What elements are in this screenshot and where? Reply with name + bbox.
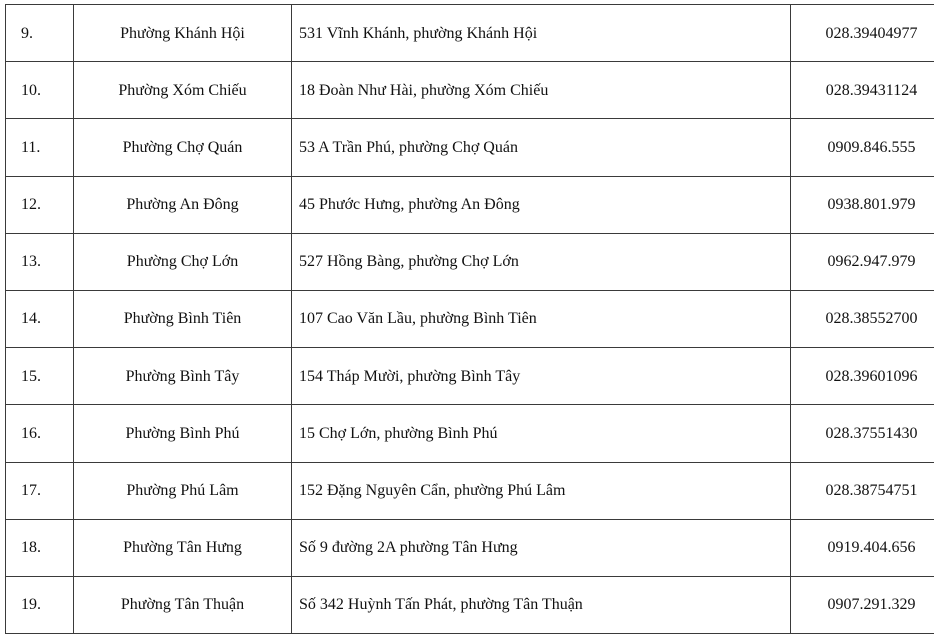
ward-name: Phường Khánh Hội (74, 5, 292, 62)
ward-contact-table (5, 4, 934, 634)
table-row (6, 405, 934, 462)
row-number: 17. (6, 462, 74, 519)
ward-address: Số 342 Huỳnh Tấn Phát, phường Tân Thuận (292, 576, 791, 633)
table-row (6, 576, 934, 633)
ward-address: 531 Vĩnh Khánh, phường Khánh Hội (292, 5, 791, 62)
ward-phone: 0938.801.979 (791, 176, 934, 233)
ward-name: Phường Chợ Lớn (74, 233, 292, 290)
row-number: 11. (6, 119, 74, 176)
ward-name: Phường Tân Thuận (74, 576, 292, 633)
row-number: 16. (6, 405, 74, 462)
table-row (6, 462, 934, 519)
ward-address: 53 A Trần Phú, phường Chợ Quán (292, 119, 791, 176)
ward-phone: 028.37551430 (791, 405, 934, 462)
ward-phone: 0907.291.329 (791, 576, 934, 633)
ward-address: 45 Phước Hưng, phường An Đông (292, 176, 791, 233)
ward-phone: 028.39601096 (791, 348, 934, 405)
table-body (6, 5, 934, 634)
ward-name: Phường Chợ Quán (74, 119, 292, 176)
ward-phone: 028.38754751 (791, 462, 934, 519)
ward-phone: 028.39431124 (791, 62, 934, 119)
table-row (6, 519, 934, 576)
ward-address: 527 Hồng Bàng, phường Chợ Lớn (292, 233, 791, 290)
table-row (6, 348, 934, 405)
ward-name: Phường Xóm Chiếu (74, 62, 292, 119)
ward-address: Số 9 đường 2A phường Tân Hưng (292, 519, 791, 576)
row-number: 9. (6, 5, 74, 62)
row-number: 12. (6, 176, 74, 233)
table-row (6, 233, 934, 290)
ward-name: Phường Tân Hưng (74, 519, 292, 576)
ward-name: Phường Phú Lâm (74, 462, 292, 519)
ward-name: Phường Bình Tiên (74, 290, 292, 347)
row-number: 15. (6, 348, 74, 405)
ward-address: 15 Chợ Lớn, phường Bình Phú (292, 405, 791, 462)
row-number: 14. (6, 290, 74, 347)
table-row (6, 176, 934, 233)
ward-address: 18 Đoàn Như Hài, phường Xóm Chiếu (292, 62, 791, 119)
table-row (6, 62, 934, 119)
row-number: 18. (6, 519, 74, 576)
ward-phone: 028.39404977 (791, 5, 934, 62)
ward-address: 154 Tháp Mười, phường Bình Tây (292, 348, 791, 405)
row-number: 10. (6, 62, 74, 119)
ward-name: Phường Bình Tây (74, 348, 292, 405)
table-row (6, 5, 934, 62)
ward-address: 107 Cao Văn Lầu, phường Bình Tiên (292, 290, 791, 347)
table-row (6, 290, 934, 347)
row-number: 19. (6, 576, 74, 633)
ward-phone: 0962.947.979 (791, 233, 934, 290)
ward-name: Phường Bình Phú (74, 405, 292, 462)
ward-phone: 028.38552700 (791, 290, 934, 347)
row-number: 13. (6, 233, 74, 290)
ward-name: Phường An Đông (74, 176, 292, 233)
ward-phone: 0909.846.555 (791, 119, 934, 176)
ward-address: 152 Đặng Nguyên Cẩn, phường Phú Lâm (292, 462, 791, 519)
ward-phone: 0919.404.656 (791, 519, 934, 576)
table-row (6, 119, 934, 176)
